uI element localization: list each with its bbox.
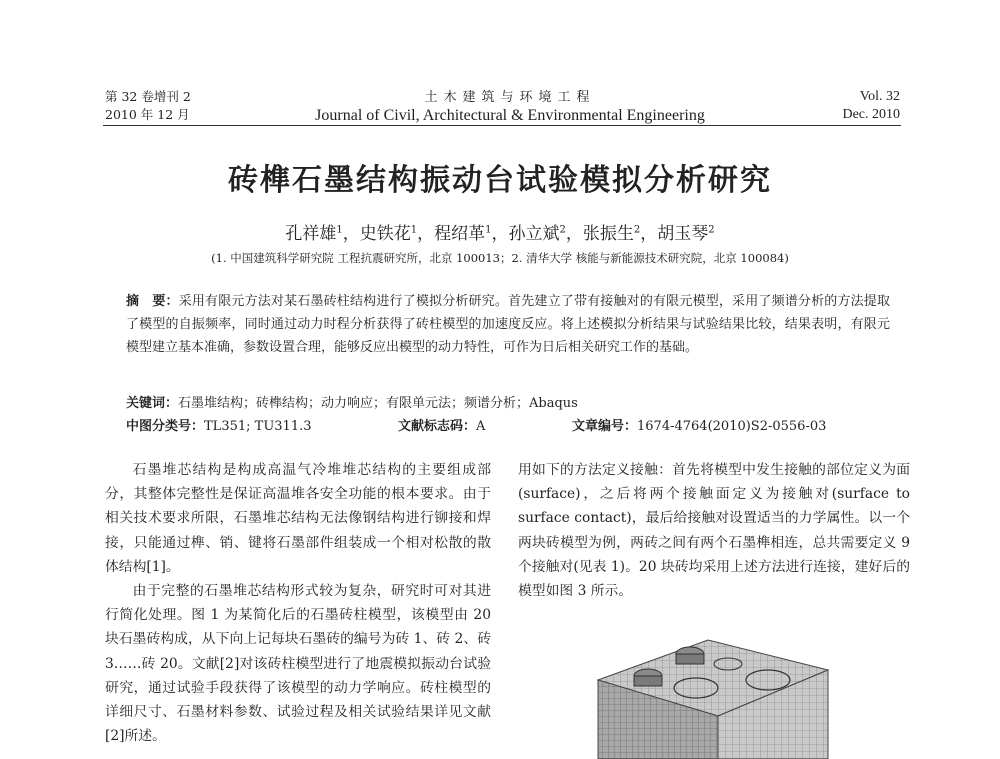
- abstract-text: 采用有限元方法对某石墨砖柱结构进行了模拟分析研究。首先建立了带有接触对的有限元模型，采用了频谱分析的方法提取了模型的自振频率，同时通过动力时程分析获得了砖柱模型的加速度反应。将上述模拟分析结果与试验结果比较，结果表明，有限元模型建立基本准确，参数设置合理，能够反应出模型的动力特性，可作为日后相关研究工作的基础。: [126, 294, 890, 355]
- author-list: 孔祥雄$^1$，史铁花$^1$，程绍革$^1$，孙立斌$^2$，张振生$^2$，胡玉琴$^2$: [285, 224, 715, 244]
- paper-title: 砖榫石墨结构振动台试验模拟分析研究: [228, 163, 772, 198]
- author: 孔祥雄$^1$: [285, 224, 343, 244]
- author: 程绍革$^1$: [434, 224, 492, 244]
- journal-name-cn: 土木建筑与环境工程: [424, 90, 596, 105]
- body-paragraph: 由于完整的石墨堆芯结构形式较为复杂，研究时可对其进行简化处理。图 1 为某简化后的石墨砖柱模型，该模型由 20 块石墨砖构成，从下向上记每块石墨砖的编号为砖 1、砖 2、砖 3……砖 20。文献[2]对该砖柱模型进行了地震模拟振动台试验研究，通过试验手段获得了该模型的动力学响应。砖柱模型的详细尺寸、石墨材料参数、试验过程及相关试验结果详见文献[2]所述。: [105, 583, 491, 745]
- body-left-column: [105, 458, 491, 748]
- body-right-column: [518, 458, 910, 603]
- journal-volume-en: [800, 88, 900, 124]
- author: 史铁花$^1$: [359, 224, 418, 244]
- doc-code: 文献标志码：A: [398, 419, 486, 434]
- keywords: [126, 392, 578, 411]
- author: 张振生$^2$: [582, 224, 641, 244]
- journal-name: [260, 86, 760, 125]
- keywords-text: 石墨堆结构；砖榫结构；动力响应；有限单元法；频谱分析；Abaqus: [178, 396, 578, 411]
- issue-date: 2010 年 12 月: [105, 107, 190, 122]
- volume-issue: 第 32 卷增刊 2: [105, 89, 191, 104]
- body-paragraph: 石墨堆芯结构是构成高温气冷堆堆芯结构的主要组成部分，其整体完整性是保证高温堆各安全功能的根本要求。由于相关技术要求所限，石墨堆芯结构无法像钢结构进行铆接和焊接，只能通过榫、销、键将石墨部件组装成一个相对松散的散体结构[1]。: [105, 462, 491, 575]
- abstract-label: 摘 要：: [126, 294, 179, 309]
- volume-en: Vol. 32: [859, 89, 900, 104]
- journal-volume-info: [105, 88, 191, 124]
- keywords-label: 关键词：: [126, 396, 179, 411]
- journal-name-en: Journal of Civil, Architectural & Environmental Engineering: [315, 107, 705, 124]
- author: 胡玉琴$^2$: [657, 224, 715, 244]
- affiliations: (1. 中国建筑科学研究院 工程抗震研究所，北京 100013；2. 清华大学 核能与新能源技术研究院，北京 100084): [211, 251, 789, 265]
- graphite-dowel: [676, 647, 704, 664]
- date-en: Dec. 2010: [842, 107, 900, 122]
- fe-model-figure: [578, 632, 838, 759]
- abstract: [126, 290, 890, 359]
- author: 孙立斌$^2$: [508, 224, 566, 244]
- graphite-dowel: [634, 669, 662, 686]
- clc-number: 中图分类号：TL351; TU311.3: [126, 419, 312, 434]
- article-number: 文章编号：1674-4764(2010)S2-0556-03: [572, 419, 827, 434]
- header-rule: [103, 125, 901, 126]
- body-paragraph: 用如下的方法定义接触：首先将模型中发生接触的部位定义为面(surface)，之后将两个接触面定义为接触对(surface to surface contact)，最后给接触对设置适当的力学属性。以一个两块砖模型为例，两砖之间有两个石墨榫相连，总共需要定义 9 个接触对(见表 1)。20 块砖均采用上述方法进行连接，建好后的模型如图 3 所示。: [518, 462, 910, 600]
